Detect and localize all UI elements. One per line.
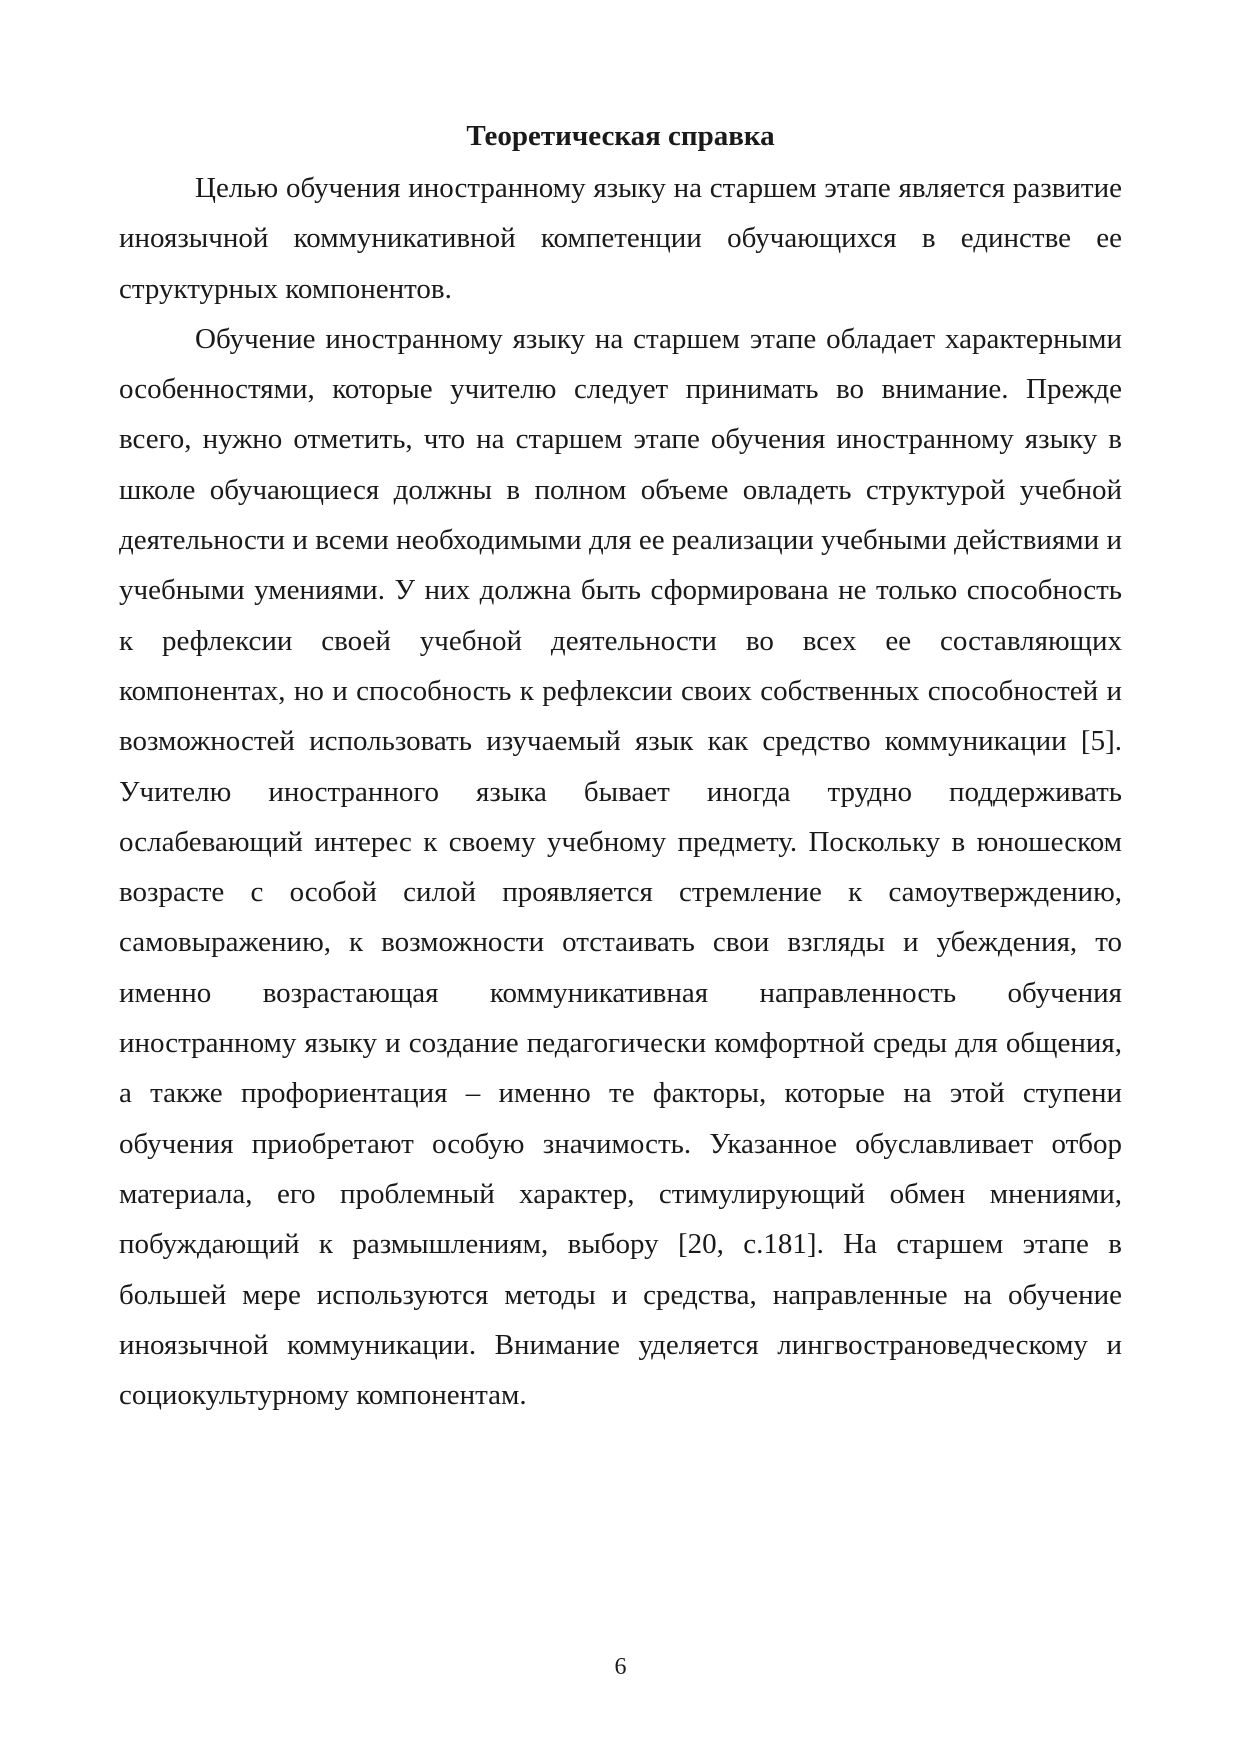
body-text: [119, 163, 1122, 1420]
paragraph-1: Целью обучения иностранному языку на старшем этапе является развитие иноязычной коммуникативной компетенции обучающихся в единстве ее структурных компонентов.: [119, 172, 1122, 305]
page-number: 6: [614, 1654, 627, 1680]
section-heading: Теоретическая справка: [466, 120, 775, 152]
paragraph-2: Обучение иностранному языку на старшем этапе обладает характерными особенностями, которые учителю следует принимать во внимание. Прежде всего, нужно отметить, что на старшем этапе обучения иностранному языку в школе обучающиеся должны в полном объеме овладеть структурой учебной деятельности и всеми необходимыми для ее реализации учебными действиями и учебными умениями. У них должна быть сформирована не только способность к рефлексии своей учебной деятельности во всех ее составляющих компонентах, но и способность к рефлексии своих собственных способностей и возможностей использовать изучаемый язык как средство коммуникации [5]. Учителю иностранного языка бывает иногда трудно поддерживать ослабевающий интерес к своему учебному предмету. Поскольку в юношеском возрасте с особой силой проявляется стремление к самоутверждению, самовыражению, к возможности отстаивать свои взгляды и убеждения, то именно возрастающая коммуникативная направленность обучения иностранному языку и создание педагогически комфортной среды для общения, а также профориентация – именно те факторы, которые на этой ступени обучения приобретают особую значимость. Указанное обуславливает отбор материала, его проблемный характер, стимулирующий обмен мнениями, побуждающий к размышлениям, выбору [20, с.181]. На старшем этапе в большей мере используются методы и средства, направленные на обучение иноязычной коммуникации. Внимание уделяется лингвострановедческому и социокультурному компонентам.: [119, 322, 1122, 1412]
